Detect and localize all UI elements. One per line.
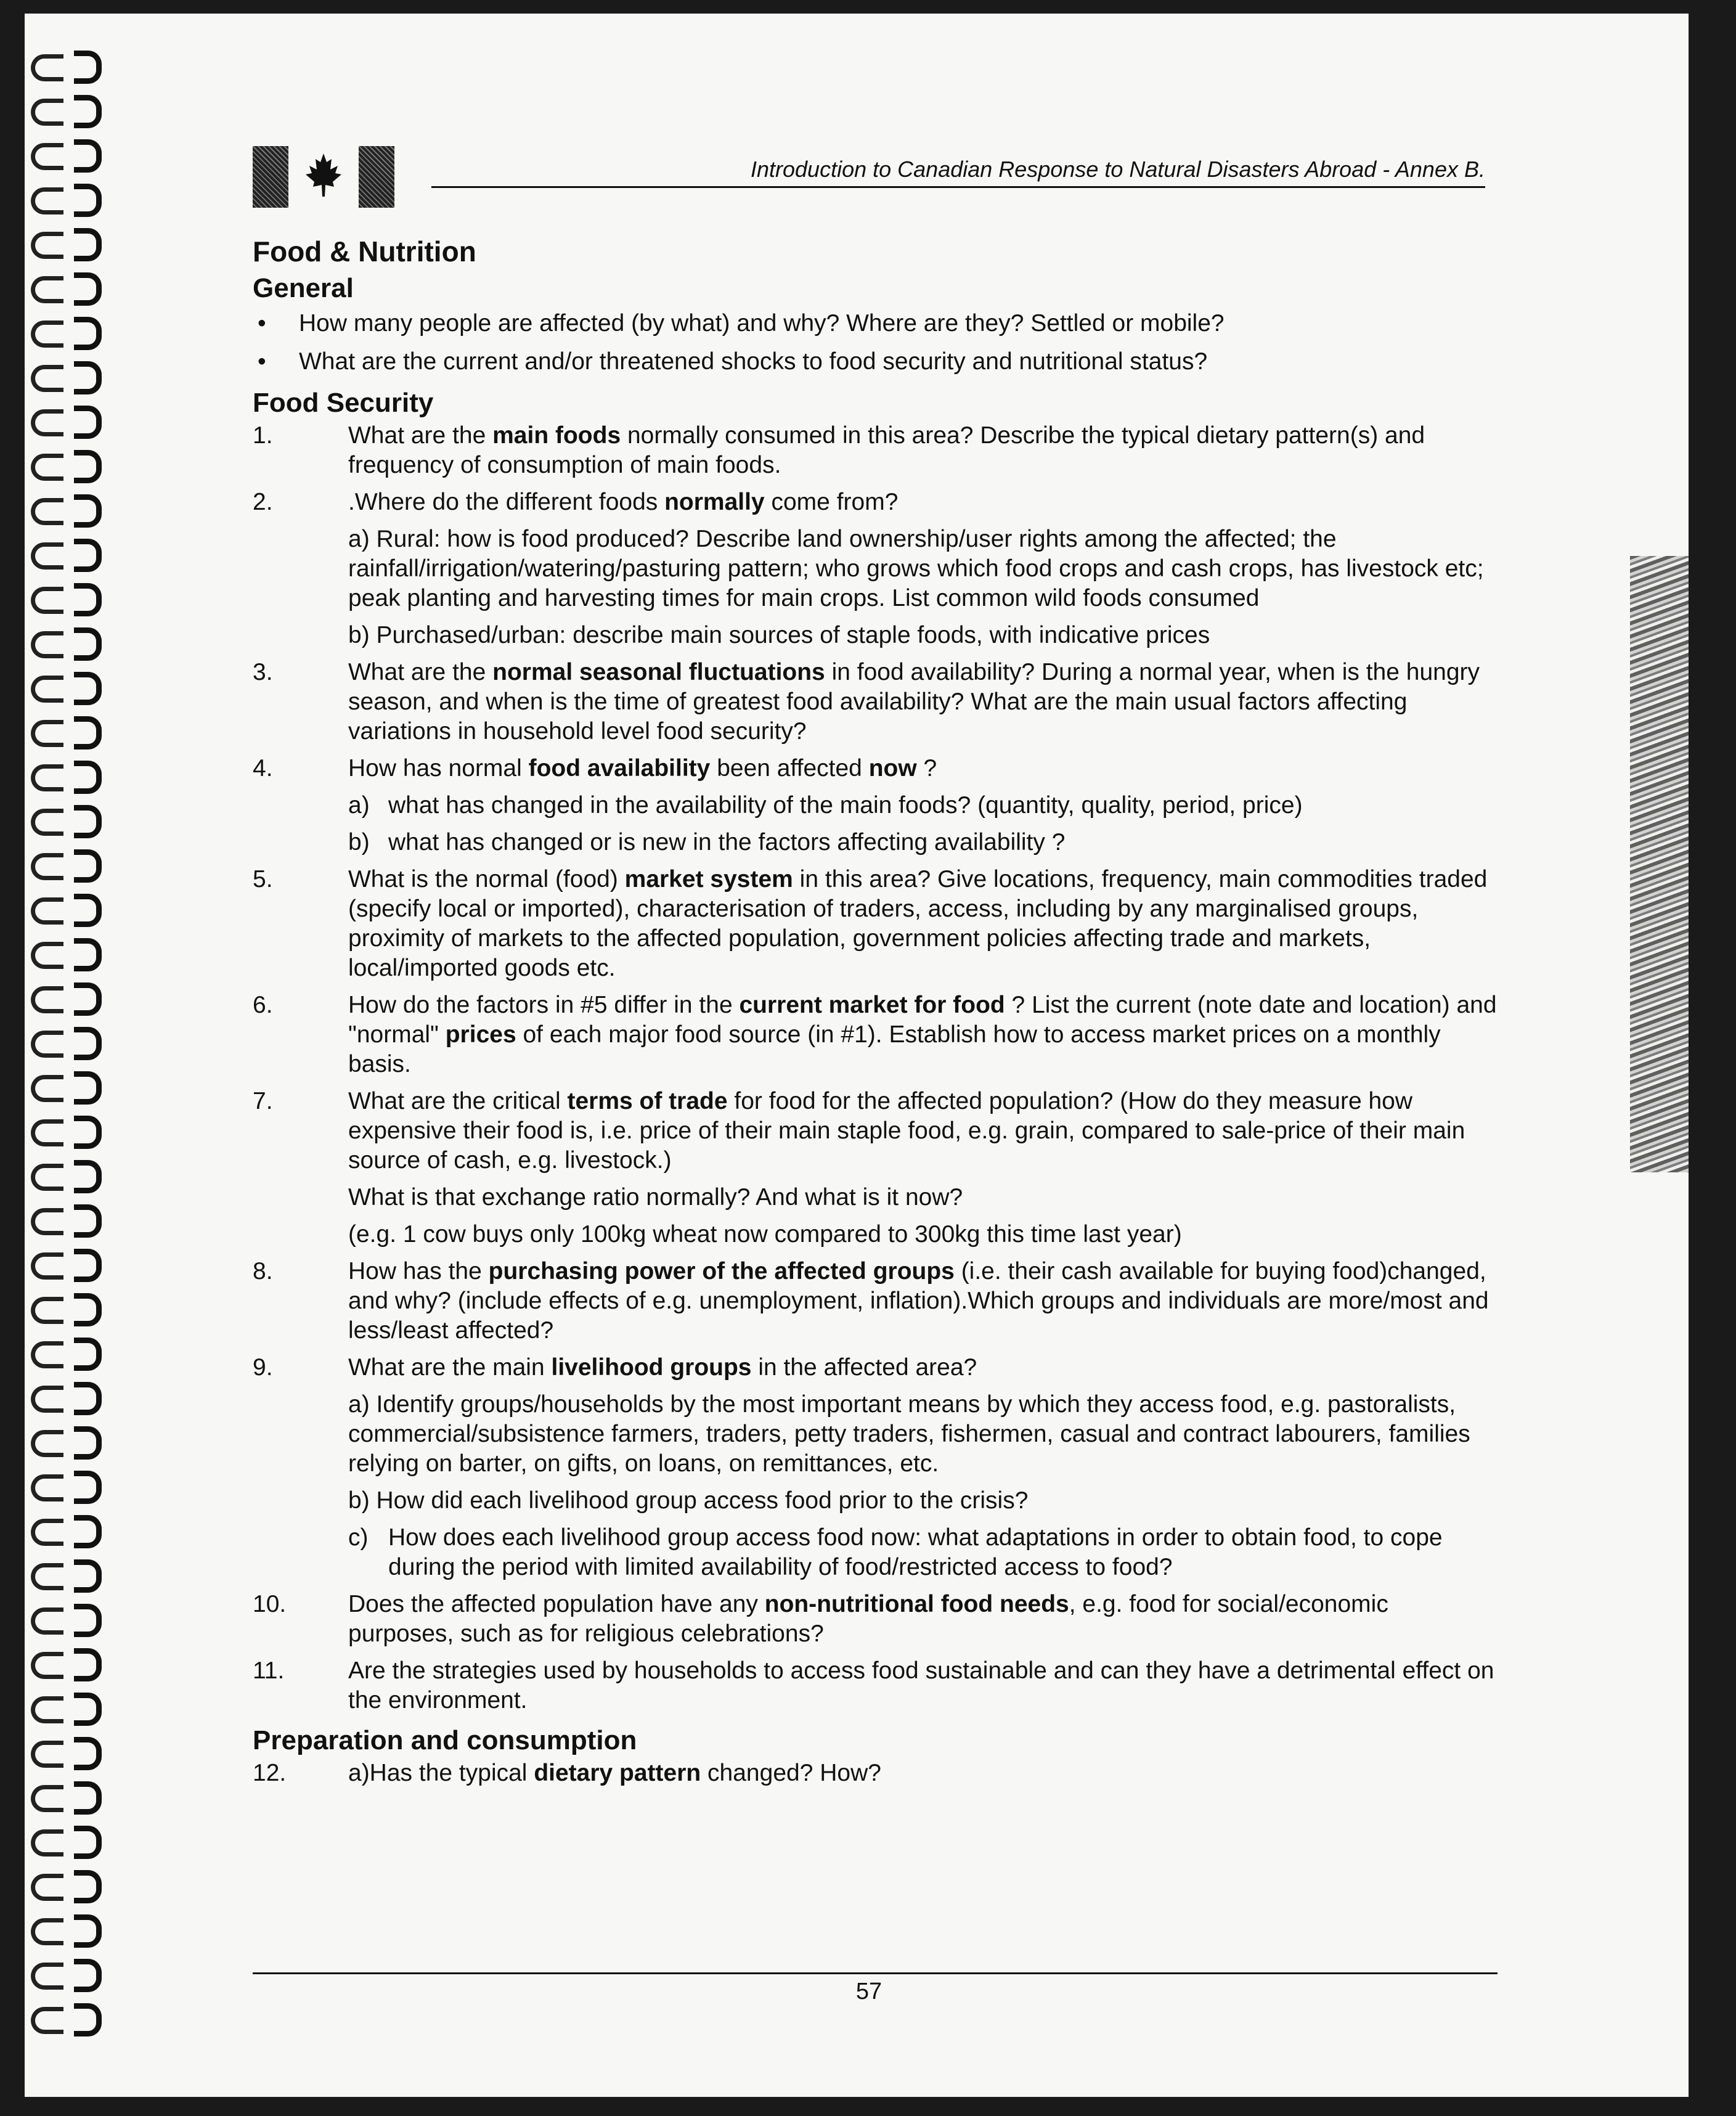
page-number: 57: [855, 1979, 882, 2004]
question-12: 12. a)Has the typical dietary pattern changed? How?: [253, 1760, 881, 1786]
footer-rule: [253, 1972, 1498, 1974]
subsection-food-security: Food Security: [253, 388, 434, 418]
spiral-coil: [31, 450, 111, 477]
section-title: Food & Nutrition: [253, 235, 476, 268]
spiral-coil: [31, 1515, 111, 1542]
running-header: Introduction to Canadian Response to Natural Disasters Abroad - Annex B.: [751, 157, 1485, 182]
spiral-coil: [31, 1826, 111, 1853]
spiral-coil: [31, 1959, 111, 1986]
spiral-coil: [31, 805, 111, 832]
spiral-coil: [31, 1471, 111, 1498]
spiral-coil: [31, 184, 111, 211]
spiral-coil: [31, 272, 111, 300]
subsection-general: General: [253, 273, 354, 303]
question-7-followup: What is that exchange ratio normally? And what is it now?: [348, 1184, 963, 1211]
question-8: 8. How has the purchasing power of the affected groups (i.e. their cash available for buying food)changed, and why? (include effects of e.g. unemployment, inflation).Which groups and individuals are more/most and less/least affected?: [253, 1258, 1489, 1344]
spiral-coil: [31, 1027, 111, 1054]
spiral-coil: [31, 627, 111, 655]
spiral-coil: [31, 494, 111, 521]
spiral-coil: [31, 2003, 111, 2030]
spiral-coil: [31, 938, 111, 965]
spiral-coil: [31, 361, 111, 388]
spiral-coil: [31, 1604, 111, 1631]
spiral-coil: [31, 95, 111, 122]
question-9c: c) How does each livelihood group access food now: what adaptations in order to obtain food, to cope during the period with limited availability of food/restricted access to food?: [348, 1524, 1443, 1580]
spiral-coil: [31, 894, 111, 921]
spiral-coil: [31, 1426, 111, 1453]
spiral-coil: [31, 1071, 111, 1098]
bullet-item: • What are the current and/or threatened shocks to food security and nutritional status?: [258, 348, 1208, 375]
flag-left-bar: [253, 146, 288, 208]
spiral-coil: [31, 139, 111, 166]
spiral-coil: [31, 1781, 111, 1808]
flag-right-bar: [359, 146, 394, 208]
subsection-preparation: Preparation and consumption: [253, 1725, 637, 1755]
question-11: 11. Are the strategies used by households to access food sustainable and can they have a detrimental effect on the environment.: [253, 1657, 1494, 1714]
question-5: 5. What is the normal (food) market system in this area? Give locations, frequency, main commodities traded (specify local or imported), characterisation of traders, access, including by any marginalised groups, proximity of markets to the affected population, government policies affecting trade and markets, local/imported goods etc.: [253, 866, 1488, 981]
spiral-coil: [31, 1160, 111, 1187]
question-7: 7. What are the critical terms of trade for food for the affected population? (How do they measure how expensive their food is, i.e. price of their main staple food, e.g. grain, compared to sale-price of their main source of cash, e.g. livestock.): [253, 1088, 1465, 1174]
spiral-binding: [25, 51, 117, 2085]
spiral-coil: [31, 51, 111, 78]
document-page: [25, 14, 1689, 2097]
question-10: 10. Does the affected population have any non-nutritional food needs, e.g. food for social/economic purposes, such as for religious celebrations?: [253, 1591, 1388, 1647]
question-6: 6. How do the factors in #5 differ in the current market for food ? List the current (note date and location) and "normal" prices of each major food source (in #1). Establish how to access market prices on a monthly basis.: [253, 992, 1497, 1077]
main-content: [253, 232, 1498, 1795]
spiral-coil: [31, 1648, 111, 1675]
spiral-coil: [31, 406, 111, 433]
question-4a: a) what has changed in the availability of the main foods? (quantity, quality, period, price): [348, 792, 1303, 819]
question-2: 2. .Where do the different foods normally come from?: [253, 489, 899, 515]
question-2b: b) Purchased/urban: describe main sources of staple foods, with indicative prices: [348, 622, 1210, 648]
spiral-coil: [31, 1914, 111, 1942]
maple-leaf-icon: [303, 151, 344, 200]
spiral-coil: [31, 1338, 111, 1365]
question-4: 4. How has normal food availability been affected now ?: [253, 755, 937, 782]
spiral-coil: [31, 672, 111, 699]
question-4b: b) what has changed or is new in the factors affecting availability ?: [348, 829, 1066, 856]
spiral-coil: [31, 539, 111, 566]
spiral-coil: [31, 1204, 111, 1232]
spiral-coil: [31, 1559, 111, 1587]
question-1: 1. What are the main foods normally consumed in this area? Describe the typical dietary pattern(s) and frequency of consumption of main foods.: [253, 422, 1425, 478]
spiral-coil: [31, 317, 111, 344]
question-9b: b) How did each livelihood group access food prior to the crisis?: [348, 1487, 1029, 1514]
question-3: 3. What are the normal seasonal fluctuations in food availability? During a normal year, when is the hungry season, and when is the time of greatest food availability? What are the main usual factors affecting variations in household level food security?: [253, 659, 1480, 745]
question-7-example: (e.g. 1 cow buys only 100kg wheat now compared to 300kg this time last year): [348, 1221, 1182, 1248]
header-rule: [431, 186, 1485, 188]
spiral-coil: [31, 1293, 111, 1320]
spiral-coil: [31, 982, 111, 1010]
spiral-coil: [31, 761, 111, 788]
spiral-coil: [31, 1249, 111, 1276]
question-9: 9. What are the main livelihood groups in the affected area?: [253, 1354, 977, 1381]
canada-flag-logo: [253, 146, 394, 208]
spiral-coil: [31, 716, 111, 743]
spiral-coil: [31, 583, 111, 610]
scan-edge-noise: [1630, 556, 1689, 1172]
question-2a: a) Rural: how is food produced? Describe land ownership/user rights among the affected; the rainfall/irrigation/watering/pasturing pattern; who grows which food crops and cash crops, has livestock etc; peak planting and harvesting times for main crops. List common wild foods consumed: [348, 526, 1484, 611]
spiral-coil: [31, 1737, 111, 1764]
spiral-coil: [31, 1693, 111, 1720]
spiral-coil: [31, 1382, 111, 1409]
bullet-item: • How many people are affected (by what) and why? Where are they? Settled or mobile?: [258, 310, 1225, 337]
question-9a: a) Identify groups/households by the most important means by which they access food, e.g. pastoralists, commercial/subsistence farmers, traders, petty traders, fishermen, casual and contract labourers, families relying on barter, on gifts, on loans, on remittances, etc.: [348, 1391, 1470, 1477]
spiral-coil: [31, 849, 111, 876]
spiral-coil: [31, 1116, 111, 1143]
spiral-coil: [31, 1870, 111, 1897]
spiral-coil: [31, 228, 111, 255]
